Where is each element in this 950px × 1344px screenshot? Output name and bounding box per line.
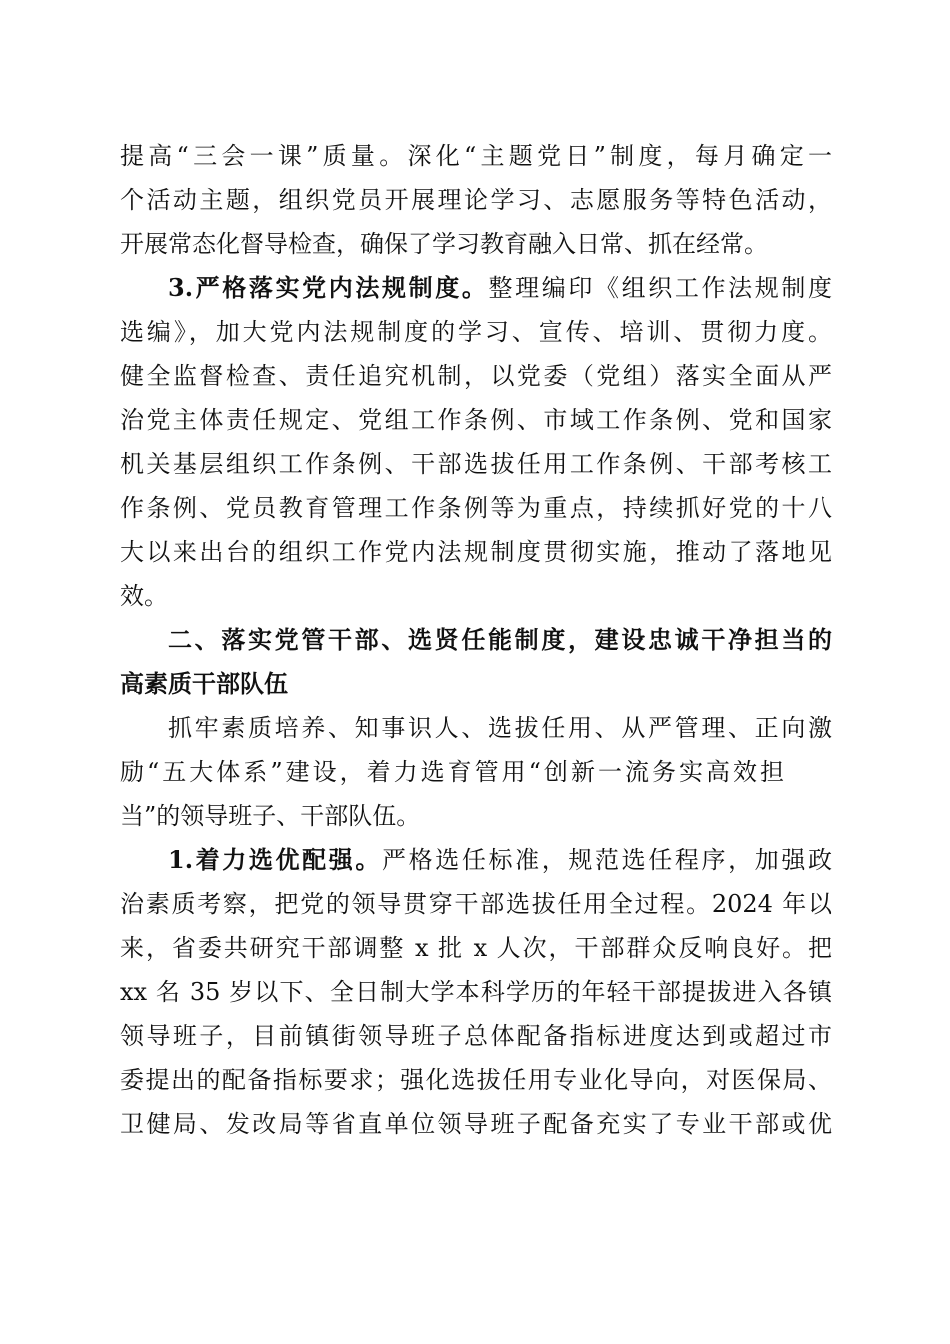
paragraph-line: 卫健局、发改局等省直单位领导班子配备充实了专业干部或优 [120, 1110, 832, 1138]
paragraph-line: 治素质考察，把党的领导贯穿干部选拔任用全过程。2024 年以 [120, 890, 832, 918]
paragraph-line: 机关基层组织工作条例、干部选拔任用工作条例、干部考核工 [120, 450, 832, 478]
paragraph-line: 个活动主题，组织党员开展理论学习、志愿服务等特色活动， [120, 186, 832, 214]
paragraph-line: 效。 [120, 582, 168, 610]
paragraph-line: 健全监督检查、责任追究机制，以党委（党组）落实全面从严 [120, 362, 832, 390]
paragraph-line: 选编》，加大党内法规制度的学习、宣传、培训、贯彻力度。 [120, 318, 832, 346]
paragraph-line: 领导班子，目前镇街领导班子总体配备指标进度达到或超过市 [120, 1022, 832, 1050]
section-heading: 高素质干部队伍 [120, 670, 288, 698]
paragraph-line: 大以来出台的组织工作党内法规制度贯彻实施，推动了落地见 [120, 538, 832, 566]
subsection-heading: 1.着力选优配强。 [168, 845, 383, 874]
paragraph-line: 来，省委共研究干部调整 x 批 x 人次，干部群众反响良好。把 [120, 934, 832, 962]
paragraph-line: 作条例、党员教育管理工作条例等为重点，持续抓好党的十八 [120, 494, 832, 522]
paragraph-line: 委提出的配备指标要求；强化选拔任用专业化导向，对医保局、 [120, 1066, 832, 1094]
paragraph-line: 提高“三会一课”质量。深化“主题党日”制度，每月确定一 [120, 142, 832, 170]
subsection-heading-line [168, 840, 832, 880]
paragraph-line: 励“五大体系”建设，着力选育管用“创新一流务实高效担 [120, 758, 784, 786]
paragraph-line: 开展常态化督导检查，确保了学习教育融入日常、抓在经常。 [120, 230, 768, 258]
paragraph-line: 治党主体责任规定、党组工作条例、市域工作条例、党和国家 [120, 406, 832, 434]
paragraph-line: 当”的领导班子、干部队伍。 [120, 802, 421, 830]
section-heading: 二、落实党管干部、选贤任能制度，建设忠诚干净担当的 [168, 626, 832, 654]
paragraph-text: 严格选任标准，规范选任程序，加强政 [382, 846, 833, 874]
subsection-heading-line [168, 268, 832, 308]
paragraph-text: 整理编印《组织工作法规制度 [488, 274, 832, 302]
paragraph-line: xx 名 35 岁以下、全日制大学本科学历的年轻干部提拔进入各镇 [120, 978, 832, 1006]
subsection-heading: 3.严格落实党内法规制度。 [168, 273, 489, 302]
paragraph-line: 抓牢素质培养、知事识人、选拔任用、从严管理、正向激 [168, 714, 832, 742]
